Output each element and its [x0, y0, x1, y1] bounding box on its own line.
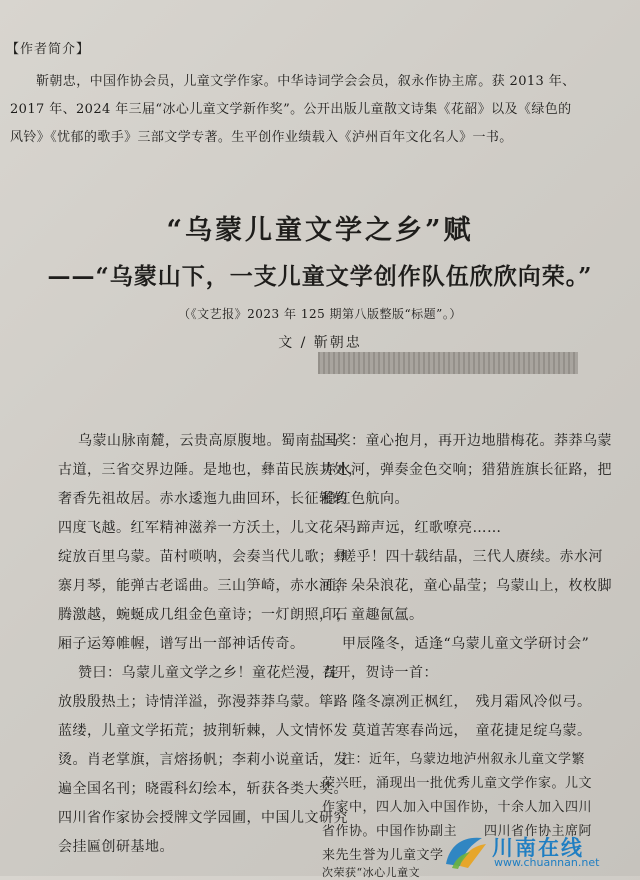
article-author: 文 / 靳朝忠 [278, 335, 362, 351]
note-line: 次荣获“冰心儿童文 [322, 866, 421, 879]
text-line: 遍全国名刊；晓霞科幻绘本，斩获各类大奖。 [58, 781, 348, 797]
text-line: 乌蒙山脉南麓，云贵高原腹地。蜀南盐马 [78, 433, 339, 449]
bio-label: 【作者简介】 [6, 42, 91, 57]
text-line: 赤水河，弹奏金色交响；猎猎旌旗长征路，把 [322, 462, 612, 478]
bio-line: 风铃》《忧郁的歌手》三部文学专著。生平创作业绩载入《泸州百年文化名人》一书。 [10, 130, 513, 145]
watermark-url: www.chuannan.net [494, 856, 600, 869]
poem-line: 莫道苦寒春尚远， 童花捷足绽乌蒙。 [352, 723, 592, 739]
text-line: 四川省作家协会授牌文学园圃，中国儿文研究 [58, 810, 348, 826]
text-line: 召开，贺诗一首： [322, 665, 438, 681]
text-line: 寨月琴，能弹古老谣曲。三山笋崎，赤水河奔 [58, 578, 348, 594]
text-line: 放殷殷热土；诗情洋溢，弥漫莽莽乌蒙。筚路 [58, 694, 348, 710]
text-line: 烫。肖老掌旗，言熔扬帆；李莉小说童话，发 [58, 752, 348, 768]
text-line: 蓝缕，儿童文学拓荒；披荆斩棘，人文情怀发 [58, 723, 348, 739]
text-line: 赞曰：乌蒙儿童文学之乡！童花烂漫，绽 [78, 665, 339, 681]
decorative-band [318, 352, 578, 374]
text-line: 嗟乎！四十载结晶，三代人赓续。赤水河 [342, 549, 603, 565]
text-line: 马蹄声远，红歌嘹亮…… [342, 520, 502, 536]
text-line: 厢子运筹帷幄，谱写出一部神话传奇。 [58, 636, 305, 652]
article-source: （《文艺报》2023 年 125 期第八版整版“标题”。） [178, 307, 462, 321]
text-line: 甲辰隆冬，适逢“乌蒙儿童文学研讨会” [342, 636, 590, 652]
note-line: 省作协。中国作协副主 四川省作协主席阿 [322, 824, 593, 839]
text-line: 绽放百里乌蒙。苗村唢呐，会奏当代儿歌；彝 [58, 549, 348, 565]
bio-line: 靳朝忠，中国作协会员，儿童文学作家。中华诗词学会会员，叙永作协主席。获 2013 年、 [36, 74, 576, 89]
note-line: 荣兴旺，涌现出一批优秀儿童文学作家。儿文 [322, 776, 593, 791]
text-line: 奢香先祖故居。赤水逶迤九曲回环，长征辗转 [58, 491, 348, 507]
watermark-name: 川南在线 [492, 836, 584, 860]
watermark-logo [442, 832, 634, 872]
note-line: 作家中，四人加入中国作协，十余人加入四川 [322, 800, 593, 815]
text-line: 印，童趣氤氲。 [322, 607, 424, 623]
text-line: 国奖：童心抱月，再开边地腊梅花。莽莽乌蒙 [322, 433, 612, 449]
text-line: 古道，三省交界边陲。是地也，彝苗民族共处， [58, 462, 363, 478]
text-line: 四度飞越。红军精神滋养一方沃土，儿文花朵 [58, 520, 348, 536]
article-subtitle: ——“乌蒙山下，一支儿童文学创作队伍欣欣向荣。” [47, 263, 593, 290]
watermark-leaf-icon [442, 834, 490, 870]
text-line: 腾激越，蜿蜒成几组金色童诗；一灯朗照，石 [58, 607, 348, 623]
article-title: “乌蒙儿童文学之乡”赋 [166, 215, 474, 246]
text-line: 稳红色航向。 [322, 491, 409, 507]
text-line: 面，朵朵浪花，童心晶莹；乌蒙山上，枚枚脚 [322, 578, 612, 594]
note-line: 注：近年，乌蒙边地泸州叙永儿童文学繁 [342, 752, 586, 767]
poem-line: 隆冬凛冽正枫红， 残月霜风冷似弓。 [352, 694, 592, 710]
text-line: 会挂匾创研基地。 [58, 839, 174, 855]
bio-line: 2017 年、2024 年三届“冰心儿童文学新作奖”。公开出版儿童散文诗集《花韶》以及《绿色的 [10, 102, 572, 117]
note-line: 来先生誉为儿童文学 [322, 848, 444, 863]
